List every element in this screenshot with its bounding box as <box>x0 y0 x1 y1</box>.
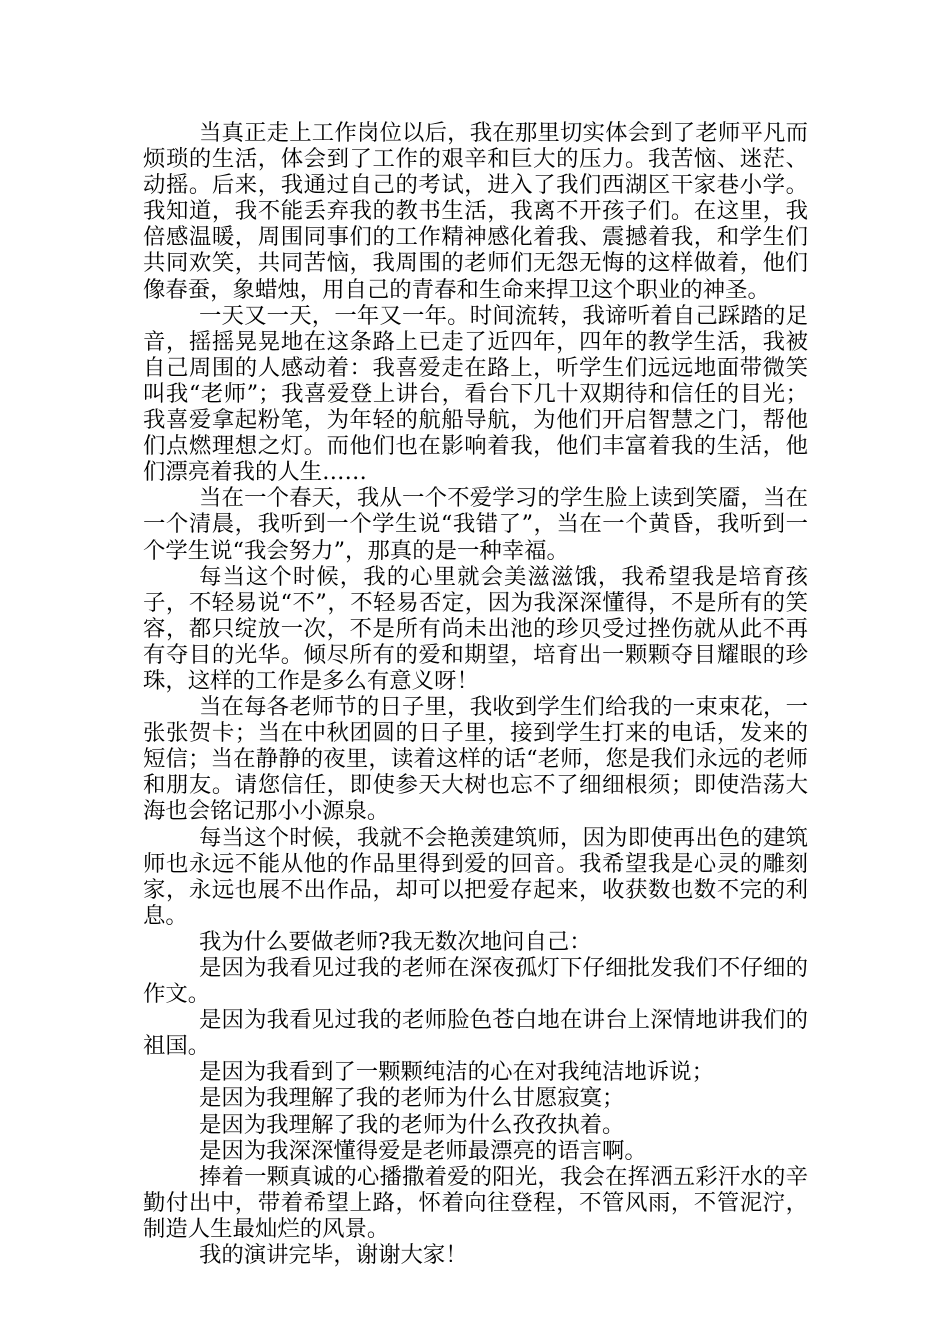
paragraph-10: 是因为我看到了一颗颗纯洁的心在对我纯洁地诉说； <box>199 1059 714 1086</box>
paragraph-7: 我为什么要做老师?我无数次地问自己： <box>199 928 592 955</box>
paragraph-5: 当在每各老师节的日子里，我收到学生们给我的一束束花，一张张贺卡；当在中秋团圆的日子里，接到学生打来的电话，发来的短信；当在静静的夜里，读着这样的话“老师，您是我们永远的老师和朋友。请您信任，即使参天大树也忘不了细细根须；即使浩荡大海也会铭记那小小源泉。 <box>143 694 808 825</box>
paragraph-2: 一天又一天，一年又一年。时间流转，我谛听着自己踩踏的足音，摇摇晃晃地在这条路上已走了近四年，四年的教学生活，我被自己周围的人感动着：我喜爱走在路上，听学生们远远地面带微笑叫我“老师”；我喜爱登上讲台，看台下几十双期待和信任的目光；我喜爱拿起粉笔，为年轻的航船导航，为他们开启智慧之门，帮他们点燃理想之灯。而他们也在影响着我，他们丰富着我的生活，他们漂亮着我的人生…… <box>143 302 808 486</box>
paragraph-6: 每当这个时候，我就不会艳羡建筑师，因为即使再出色的建筑师也永远不能从他的作品里得到爱的回音。我希望我是心灵的雕刻家，永远也展不出作品，却可以把爱存起来，收获数也数不完的利息。 <box>143 824 808 929</box>
paragraph-11: 是因为我理解了我的老师为什么甘愿寂寞； <box>199 1085 625 1112</box>
paragraph-13: 是因为我深深懂得爱是老师最漂亮的语言啊。 <box>199 1137 647 1164</box>
paragraph-8: 是因为我看见过我的老师在深夜孤灯下仔细批发我们不仔细的作文。 <box>143 955 808 1008</box>
document-body <box>143 120 808 1268</box>
paragraph-12: 是因为我理解了我的老师为什么孜孜执着。 <box>199 1111 625 1138</box>
paragraph-14: 捧着一颗真诚的心播撒着爱的阳光，我会在挥洒五彩汗水的辛勤付出中，带着希望上路，怀着向往登程，不管风雨，不管泥泞，制造人生最灿烂的风景。 <box>143 1163 808 1242</box>
paragraph-1: 当真正走上工作岗位以后，我在那里切实体会到了老师平凡而烦琐的生活，体会到了工作的艰辛和巨大的压力。我苦恼、迷茫、动摇。后来，我通过自己的考试，进入了我们西湖区干家巷小学。我知道，我不能丢弃我的教书生活，我离不开孩子们。在这里，我倍感温暖，周围同事们的工作精神感化着我、震撼着我，和学生们共同欢笑，共同苦恼，我周围的老师们无怨无悔的这样做着，他们像春蚕，象蜡烛，用自己的青春和生命来捍卫这个职业的神圣。 <box>143 120 808 303</box>
paragraph-15: 我的演讲完毕，谢谢大家！ <box>199 1242 468 1269</box>
paragraph-3: 当在一个春天，我从一个不爱学习的学生脸上读到笑靥，当在一个清晨，我听到一个学生说“我错了”，当在一个黄昏，我听到一个学生说“我会努力”，那真的是一种幸福。 <box>143 485 808 564</box>
paragraph-9: 是因为我看见过我的老师脸色苍白地在讲台上深情地讲我们的祖国。 <box>143 1007 808 1060</box>
paragraph-4: 每当这个时候，我的心里就会美滋滋饿，我希望我是培育孩子，不轻易说“不”，不轻易否定，因为我深深懂得，不是所有的笑容，都只绽放一次，不是所有尚未出池的珍贝受过挫伤就从此不再有夺目的光华。倾尽所有的爱和期望，培育出一颗颗夺目耀眼的珍珠，这样的工作是多么有意义呀！ <box>143 563 808 694</box>
